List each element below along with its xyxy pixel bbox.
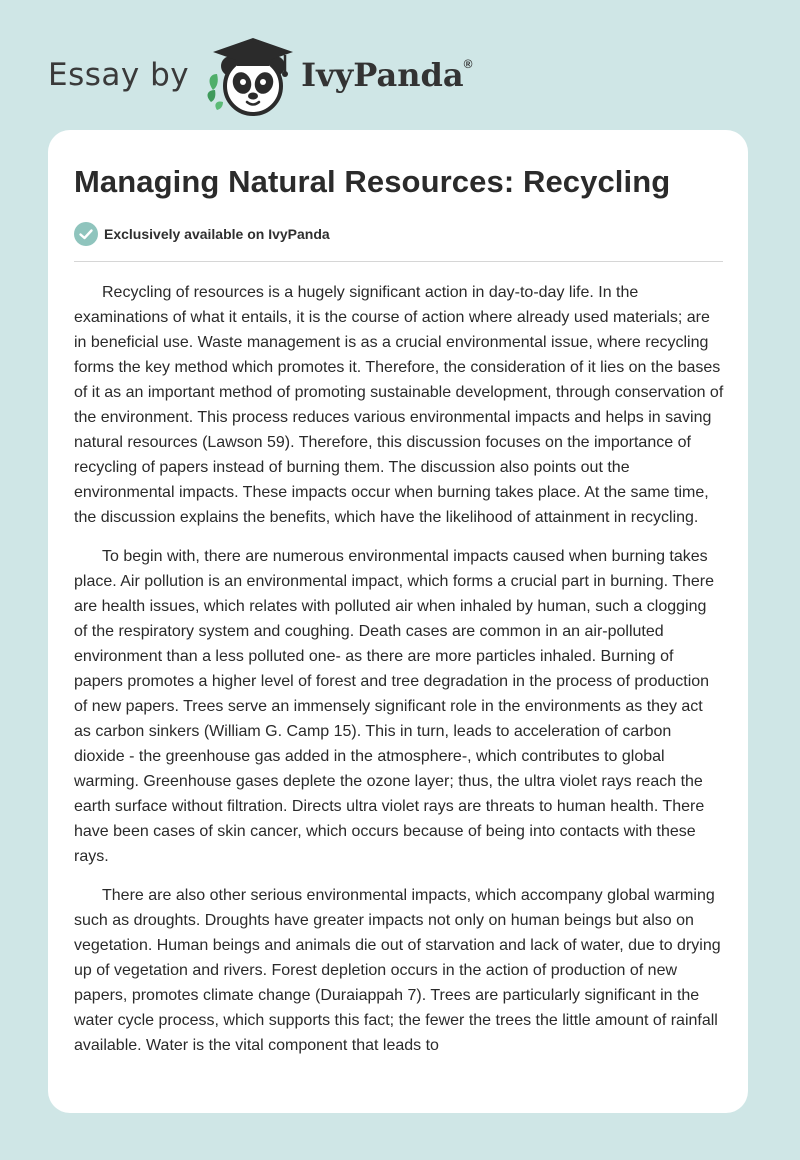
- essay-card: [48, 130, 748, 1113]
- divider: [74, 261, 723, 262]
- paragraph: Recycling of resources is a hugely significant action in day-to-day life. In the examinations of what it entails, it is the course of action where already used materials; are in beneficial use. Waste management is as a crucial environmental issue, where recycling forms the key method which promotes it. Therefore, the consideration of it lies on the bases of it as an important method of promoting sustainable development, through conservation of the environment. This process reduces various environmental impacts and helps in saving natural resources (Lawson 59). Therefore, this discussion focuses on the importance of recycling of papers instead of burning them. The discussion also points out the environmental impacts. These impacts occur when burning takes place. At the same time, the discussion explains the benefits, which have the likelihood of attainment in recycling.: [74, 284, 724, 526]
- badge-label: Exclusively available on IvyPanda: [104, 226, 330, 242]
- brand-header[interactable]: [48, 30, 472, 120]
- brand-name: IvyPanda®: [301, 56, 473, 94]
- brand-prefix: Essay by: [48, 57, 190, 93]
- check-circle-icon: [74, 222, 98, 246]
- essay-body: [74, 280, 724, 1072]
- paragraph: To begin with, there are numerous environmental impacts caused when burning takes place. Air pollution is an environmental impact, which forms a crucial part in burning. There are health issues, which relates with polluted air when inhaled by human, such a clogging of the respiratory system and coughing. Death cases are common in an air-polluted environment than a less polluted one- as there are more particles inhaled. Burning of papers promotes a higher level of forest and tree degradation in the process of production of new papers. Trees serve an immensely significant role in the environments as they act as carbon sinkers (William G. Camp 15). This in turn, leads to acceleration of carbon dioxide - the greenhouse gas added in the atmosphere-, which contributes to global warming. Greenhouse gases deplete the ozone layer; thus, the ultra violet rays reach the earth surface without filtration. Directs ultra violet rays are threats to human health. There have been cases of skin cancer, which occurs because of being into contacts with these rays.: [74, 548, 715, 865]
- panda-logo-icon: [203, 30, 299, 120]
- registered-mark: ®: [463, 57, 473, 71]
- paragraph: There are also other serious environmental impacts, which accompany global warming such as droughts. Droughts have greater impacts not only on human beings but also on vegetation. Human beings and animals die out of starvation and lack of water, due to drying up of vegetation and rivers. Forest depletion occurs in the action of production of new papers, promotes climate change (Duraiappah 7). Trees are particularly significant in the water cycle process, which supports this fact; the fewer the trees the little amount of rainfall available. Water is the vital component that leads to: [74, 887, 721, 1054]
- page-title: Managing Natural Resources: Recycling: [74, 164, 671, 199]
- exclusive-badge: [74, 222, 330, 246]
